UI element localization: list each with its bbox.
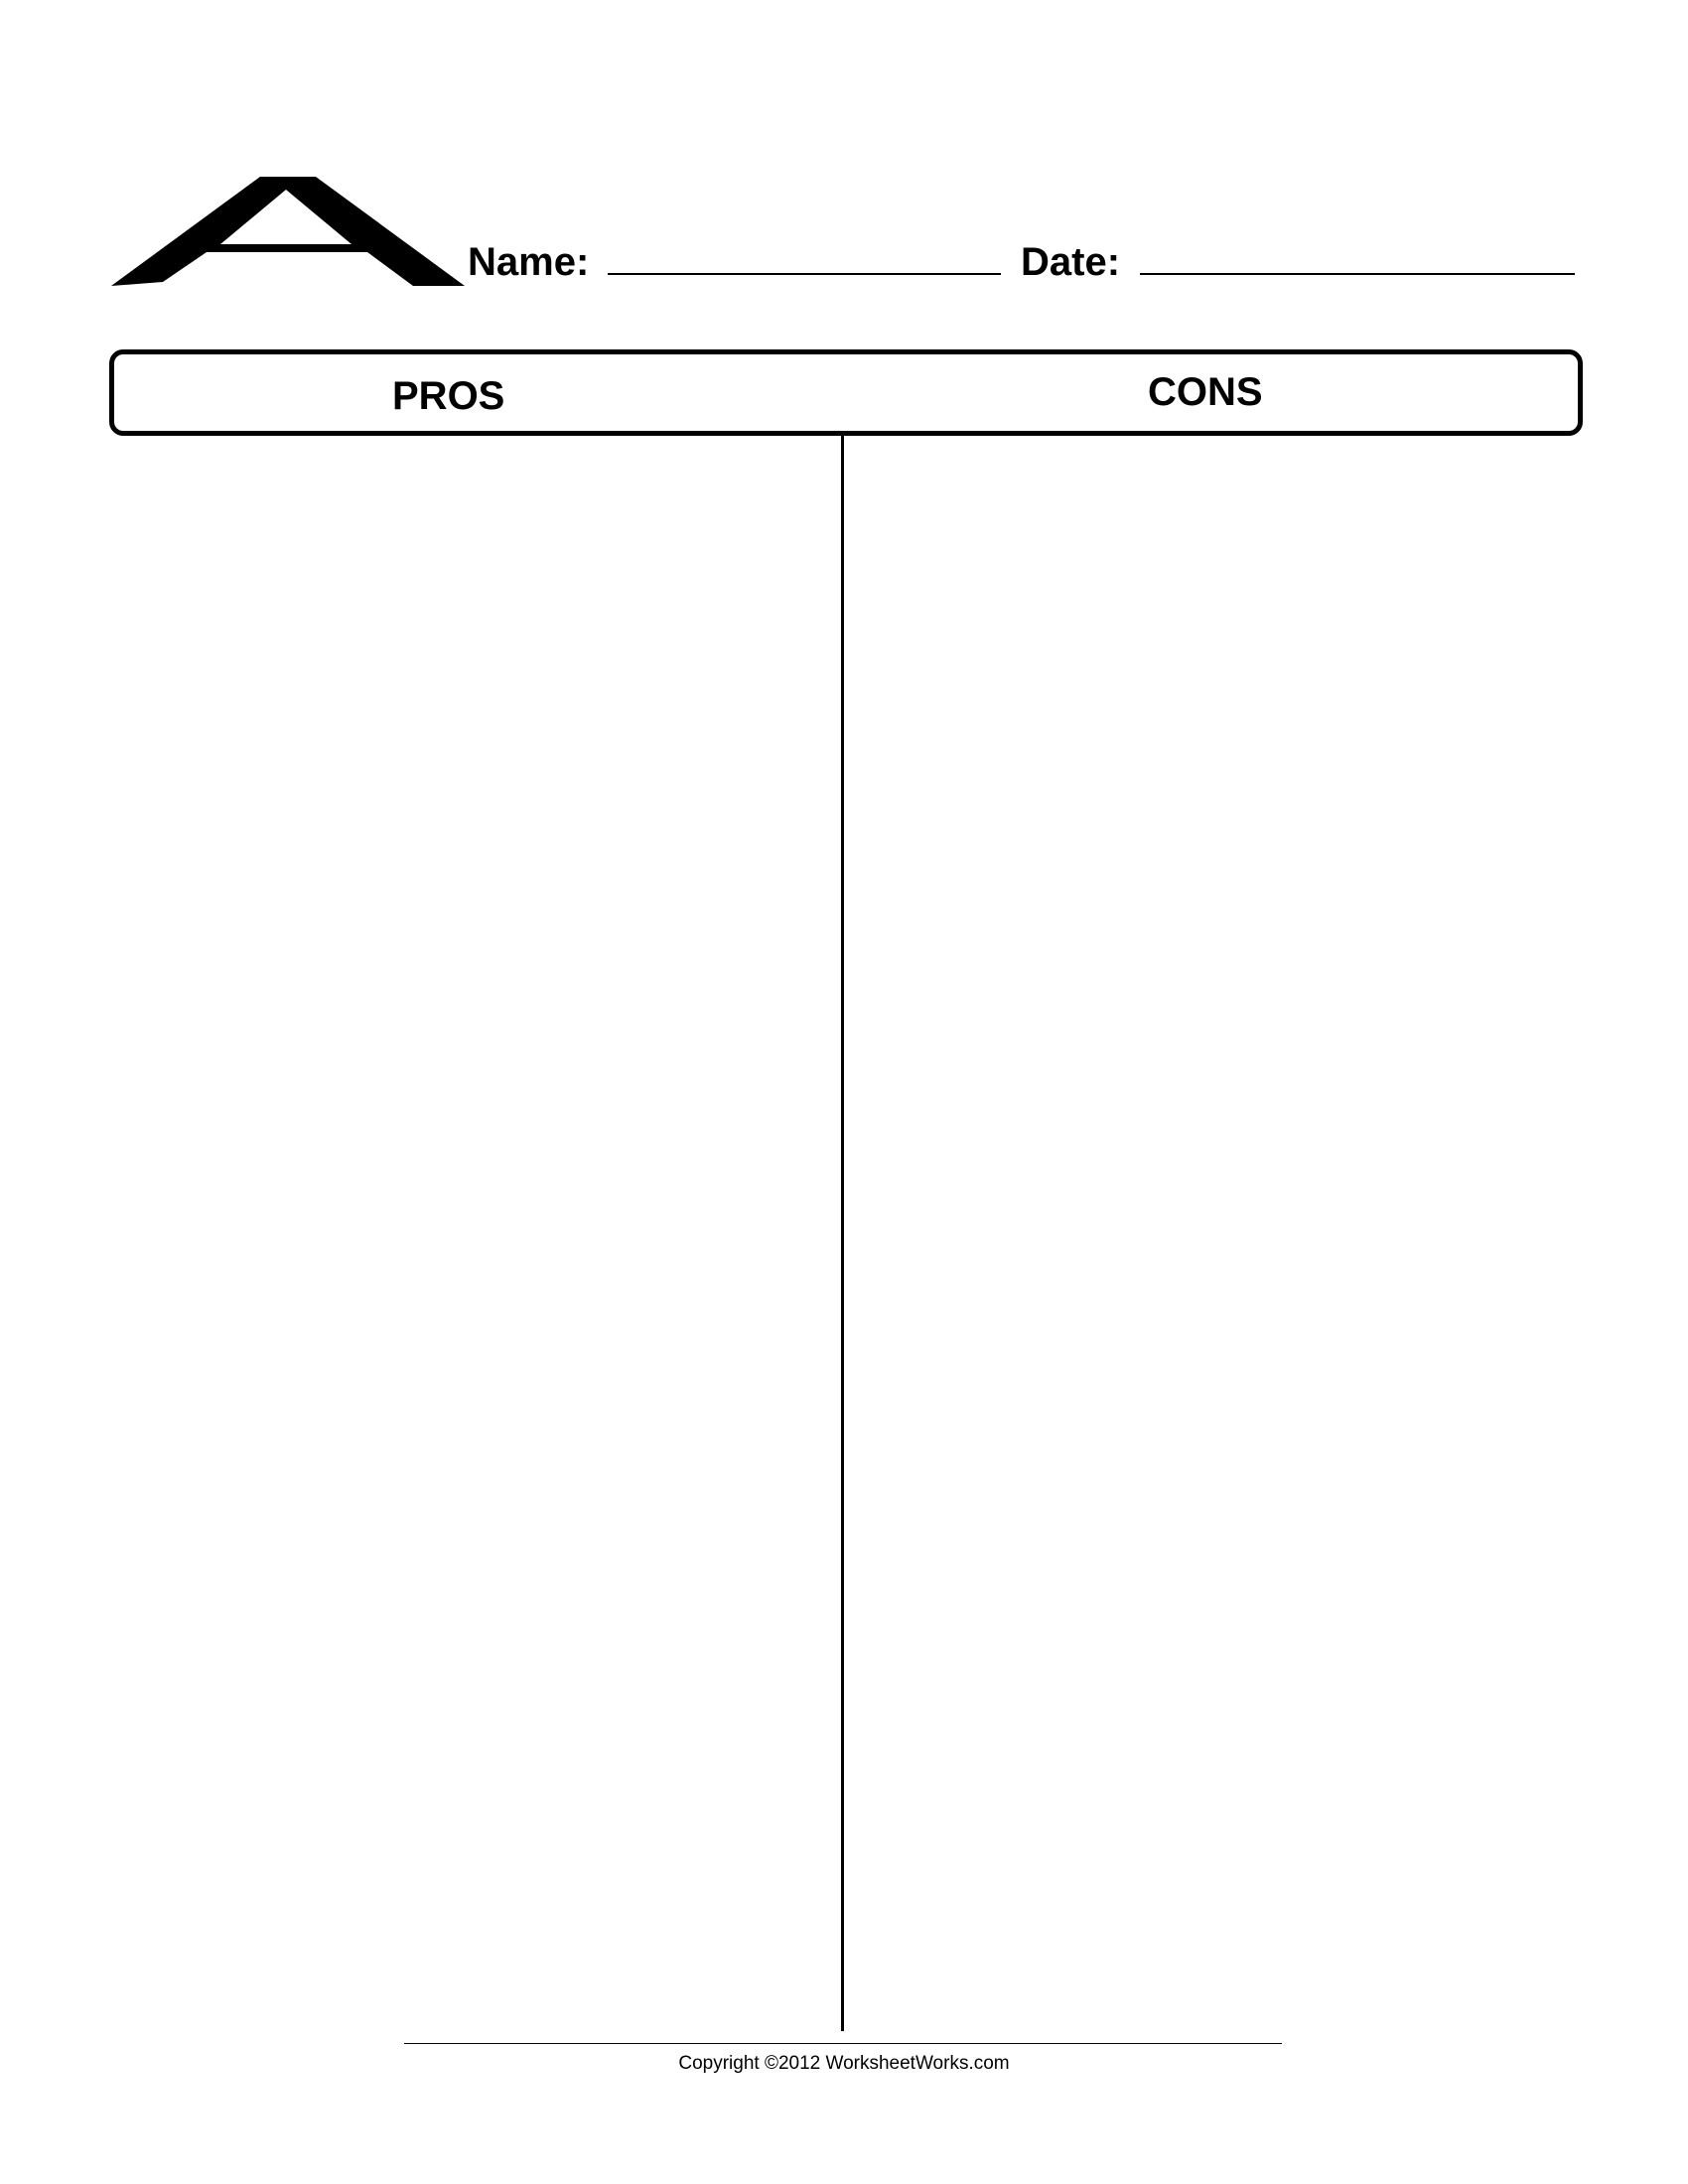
copyright-text: Copyright ©2012 WorksheetWorks.com — [678, 2053, 1010, 2074]
letter-a-icon — [111, 177, 465, 288]
date-label: Date: — [1021, 240, 1121, 284]
pros-heading: PROS — [392, 374, 505, 418]
date-field[interactable] — [1140, 273, 1575, 275]
name-label: Name: — [468, 240, 590, 284]
footer-rule — [404, 2043, 1282, 2044]
column-divider — [841, 431, 844, 2031]
cons-heading: CONS — [1148, 370, 1263, 414]
chart-header-box — [109, 349, 1583, 436]
name-field[interactable] — [608, 273, 1001, 275]
